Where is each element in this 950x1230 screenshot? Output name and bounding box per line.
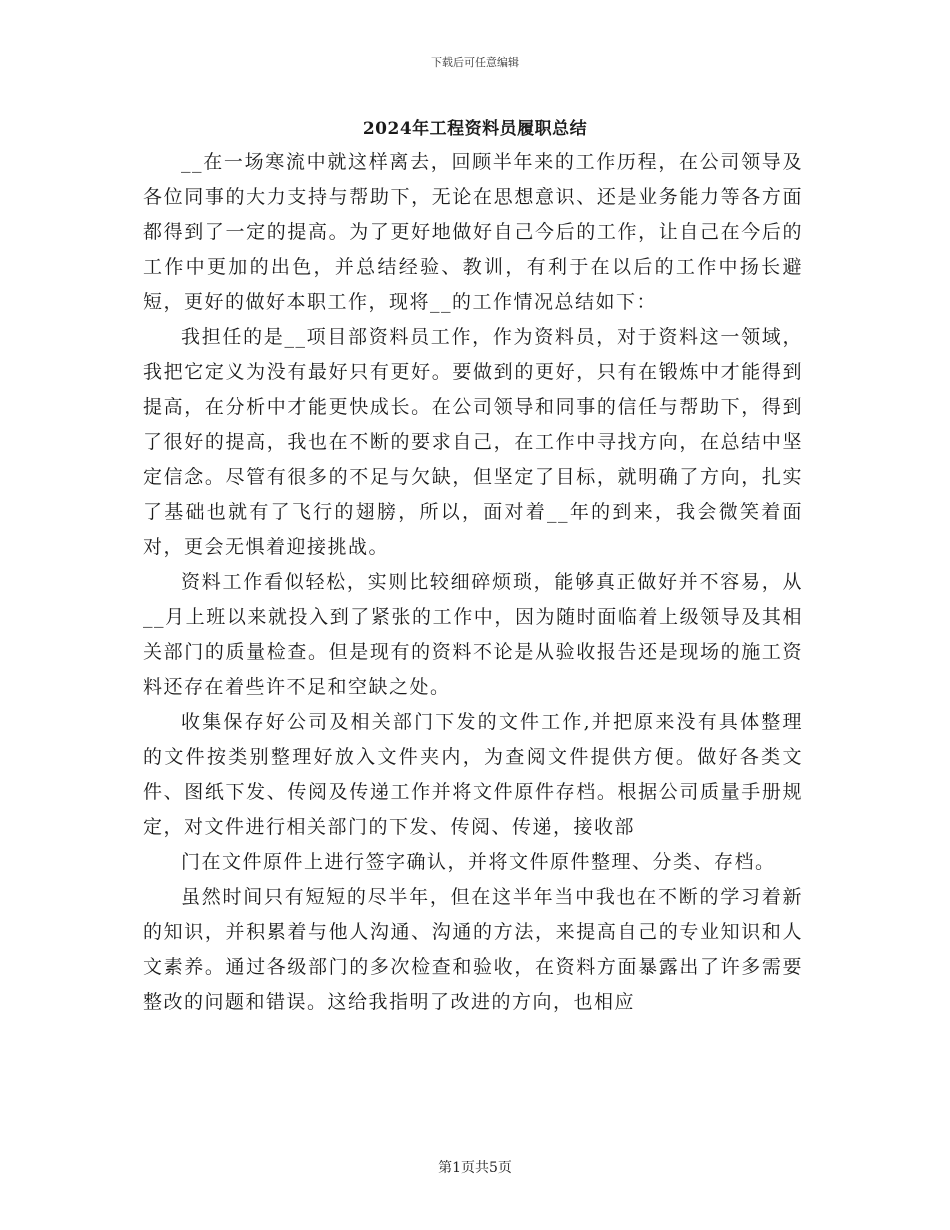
paragraph-5: 门在文件原件上进行签字确认，并将文件原件整理、分类、存档。	[181, 851, 776, 873]
document-title: 2024年工程资料员履职总结	[362, 119, 588, 139]
paragraph-6: 虽然时间只有短短的尽半年，但在这半年当中我也在不断的学习着新的知识，并积累着与他人沟通、沟通的方法，来提高自己的专业知识和人文素养。通过各级部门的多次检查和验收，在资料方面暴露出了许多需要整改的问题和错误。这给我指明了改进的方向，也相应	[143, 886, 803, 1013]
paragraph-3: 资料工作看似轻松，实则比较细碎烦琐，能够真正做好并不容易，从__月上班以来就投入到了紧张的工作中，因为随时面临着上级领导及其相关部门的质量检查。但是现有的资料不论是从验收报告还是现场的施工资料还存在着些许不足和空缺之处。	[143, 571, 803, 698]
document-body	[143, 145, 803, 1020]
header-note: 下载后可任意编辑	[431, 56, 519, 69]
paragraph-1: __在一场寒流中就这样离去，回顾半年来的工作历程，在公司领导及各位同事的大力支持与帮助下，无论在思想意识、还是业务能力等各方面都得到了一定的提高。为了更好地做好自己今后的工作，让自己在今后的工作中更加的出色，并总结经验、教训，有利于在以后的工作中扬长避短，更好的做好本职工作，现将__的工作情况总结如下：	[143, 151, 803, 313]
page-number: 第1页共5页	[438, 1160, 512, 1176]
paragraph-4: 收集保存好公司及相关部门下发的文件工作,并把原来没有具体整理的文件按类别整理好放入文件夹内，为查阅文件提供方便。做好各类文件、图纸下发、传阅及传递工作并将文件原件存档。根据公司质量手册规定，对文件进行相关部门的下发、传阅、传递，接收部	[143, 711, 803, 838]
paragraph-2: 我担任的是__项目部资料员工作，作为资料员，对于资料这一领域，我把它定义为没有最好只有更好。要做到的更好，只有在锻炼中才能得到提高，在分析中才能更快成长。在公司领导和同事的信任与帮助下，得到了很好的提高，我也在不断的要求自己，在工作中寻找方向，在总结中坚定信念。尽管有很多的不足与欠缺，但坚定了目标，就明确了方向，扎实了基础也就有了飞行的翅膀，所以，面对着__年的到来，我会微笑着面对，更会无惧着迎接挑战。	[143, 326, 803, 558]
